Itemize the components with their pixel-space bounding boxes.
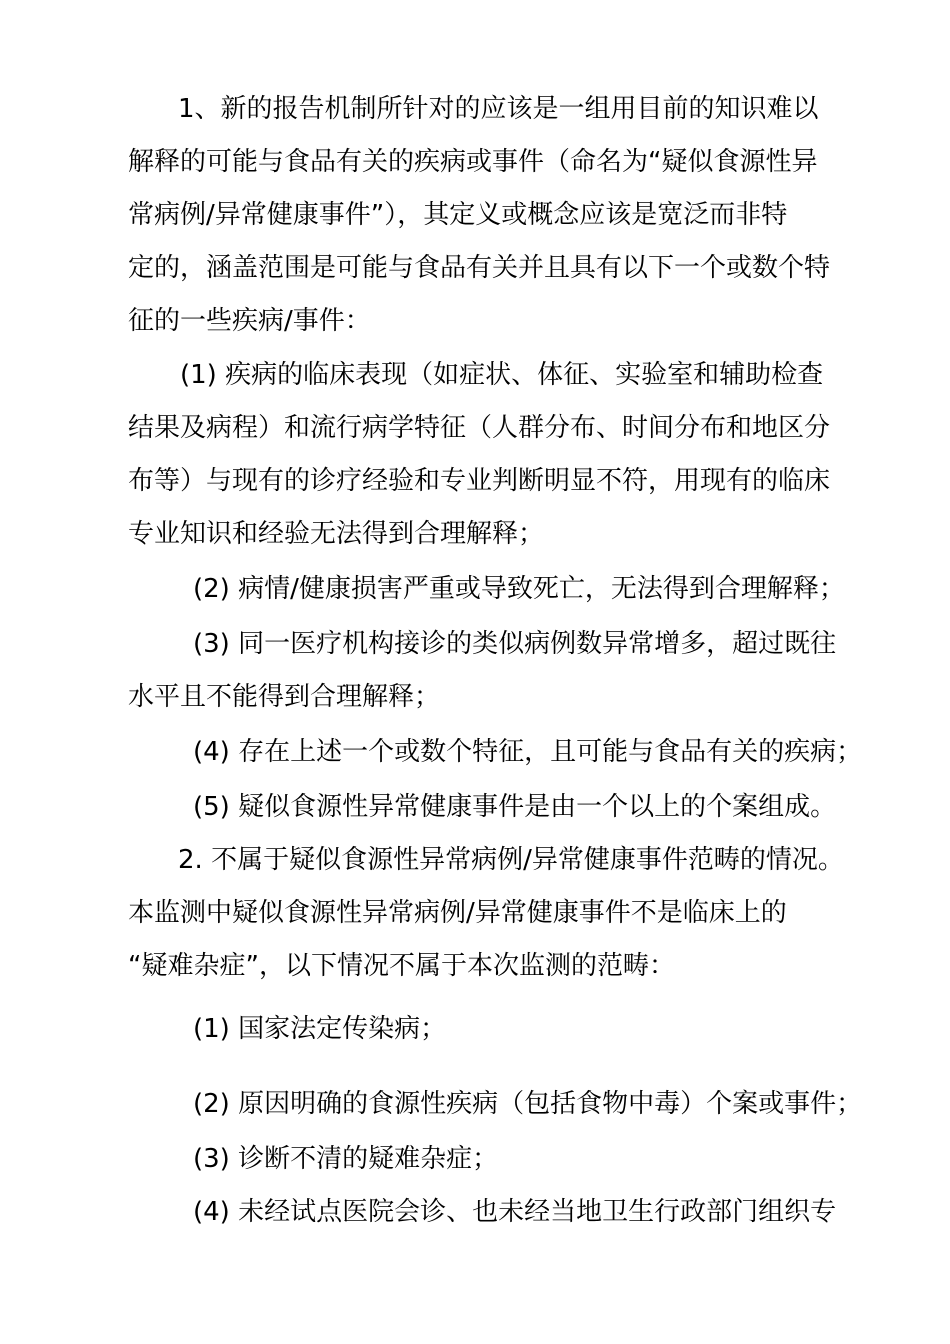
- item-4-line-1: (4) 存在上述一个或数个特征，且可能与食品有关的疾病；: [193, 737, 863, 767]
- item-5-line-1: (5) 疑似食源性异常健康事件是由一个以上的个案组成。: [193, 792, 837, 822]
- item-3-line-2: 水平且不能得到合理解释；: [128, 682, 441, 712]
- paragraph-1-line-3: 常病例/异常健康事件”），其定义或概念应该是宽泛而非特: [128, 200, 788, 230]
- paragraph-1-line-4: 定的，涵盖范围是可能与食品有关并且具有以下一个或数个特: [128, 253, 831, 283]
- paragraph-2-line-3: “疑难杂症”，以下情况不属于本次监测的范畴：: [128, 951, 675, 981]
- item-1-line-2: 结果及病程）和流行病学特征（人群分布、时间分布和地区分: [128, 413, 831, 443]
- item-1-line-1: (1) 疾病的临床表现（如症状、体征、实验室和辅助检查: [180, 360, 824, 390]
- exclusion-4-line-1: (4) 未经试点医院会诊、也未经当地卫生行政部门组织专: [193, 1197, 837, 1227]
- item-2-line-1: (2) 病情/健康损害严重或导致死亡，无法得到合理解释；: [193, 574, 845, 604]
- exclusion-1-line-1: (1) 国家法定传染病；: [193, 1014, 447, 1044]
- exclusion-2-line-1: (2) 原因明确的食源性疾病（包括食物中毒）个案或事件；: [193, 1089, 863, 1119]
- item-3-line-1: (3) 同一医疗机构接诊的类似病例数异常增多，超过既往: [193, 629, 837, 659]
- item-1-line-3: 布等）与现有的诊疗经验和专业判断明显不符，用现有的临床: [128, 466, 831, 496]
- paragraph-2-line-1: 2. 不属于疑似食源性异常病例/异常健康事件范畴的情况。: [178, 845, 844, 875]
- exclusion-3-line-1: (3) 诊断不清的疑难杂症；: [193, 1144, 499, 1174]
- item-1-line-4: 专业知识和经验无法得到合理解释；: [128, 519, 545, 549]
- paragraph-1-line-2: 解释的可能与食品有关的疾病或事件（命名为“疑似食源性异: [128, 147, 818, 177]
- paragraph-2-line-2: 本监测中疑似食源性异常病例/异常健康事件不是临床上的: [128, 898, 787, 928]
- paragraph-1-line-5: 征的一些疾病/事件：: [128, 306, 371, 336]
- paragraph-1-line-1: 1、新的报告机制所针对的应该是一组用目前的知识难以: [178, 94, 819, 124]
